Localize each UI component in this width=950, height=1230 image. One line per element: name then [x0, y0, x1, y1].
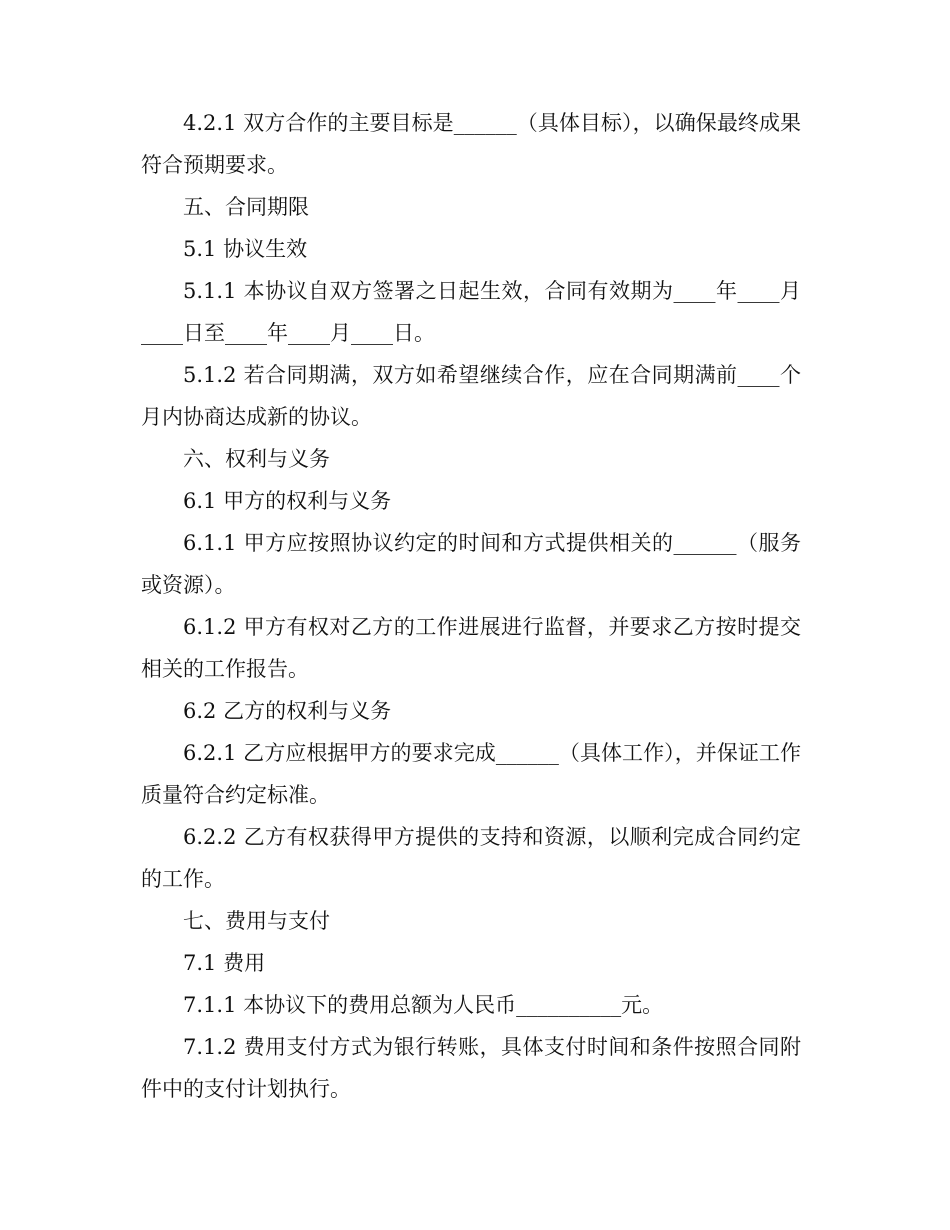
clause-6-1-2: 6.1.2 甲方有权对乙方的工作进展进行监督，并要求乙方按时提交相关的工作报告。	[141, 615, 801, 681]
clause-7-1-2: 7.1.2 费用支付方式为银行转账，具体支付时间和条件按照合同附件中的支付计划执行。	[141, 1035, 801, 1101]
subsection-heading-7-1: 7.1 费用	[183, 951, 266, 975]
clause-6-1-1: 6.1.1 甲方应按照协议约定的时间和方式提供相关的______（服务或资源）。	[141, 531, 801, 597]
clause-7-1-1: 7.1.1 本协议下的费用总额为人民币__________元。	[183, 993, 664, 1017]
subsection-heading-6-2: 6.2 乙方的权利与义务	[183, 699, 392, 723]
section-heading-6: 六、权利与义务	[183, 447, 330, 471]
clause-6-2-2: 6.2.2 乙方有权获得甲方提供的支持和资源，以顺利完成合同约定的工作。	[141, 825, 801, 891]
clause-5-1-2: 5.1.2 若合同期满，双方如希望继续合作，应在合同期满前____个月内协商达成新的协议。	[141, 363, 801, 429]
subsection-heading-5-1: 5.1 协议生效	[183, 237, 308, 261]
clause-4-2-1: 4.2.1 双方合作的主要目标是______（具体目标），以确保最终成果符合预期要求。	[141, 111, 801, 177]
section-heading-7: 七、费用与支付	[183, 909, 330, 933]
clause-5-1-1: 5.1.1 本协议自双方签署之日起生效，合同有效期为____年____月____日至____年____月____日。	[141, 279, 801, 345]
section-heading-5: 五、合同期限	[183, 195, 309, 219]
subsection-heading-6-1: 6.1 甲方的权利与义务	[183, 489, 392, 513]
document-body	[141, 102, 801, 1110]
clause-6-2-1: 6.2.1 乙方应根据甲方的要求完成______（具体工作），并保证工作质量符合约定标准。	[141, 741, 801, 807]
